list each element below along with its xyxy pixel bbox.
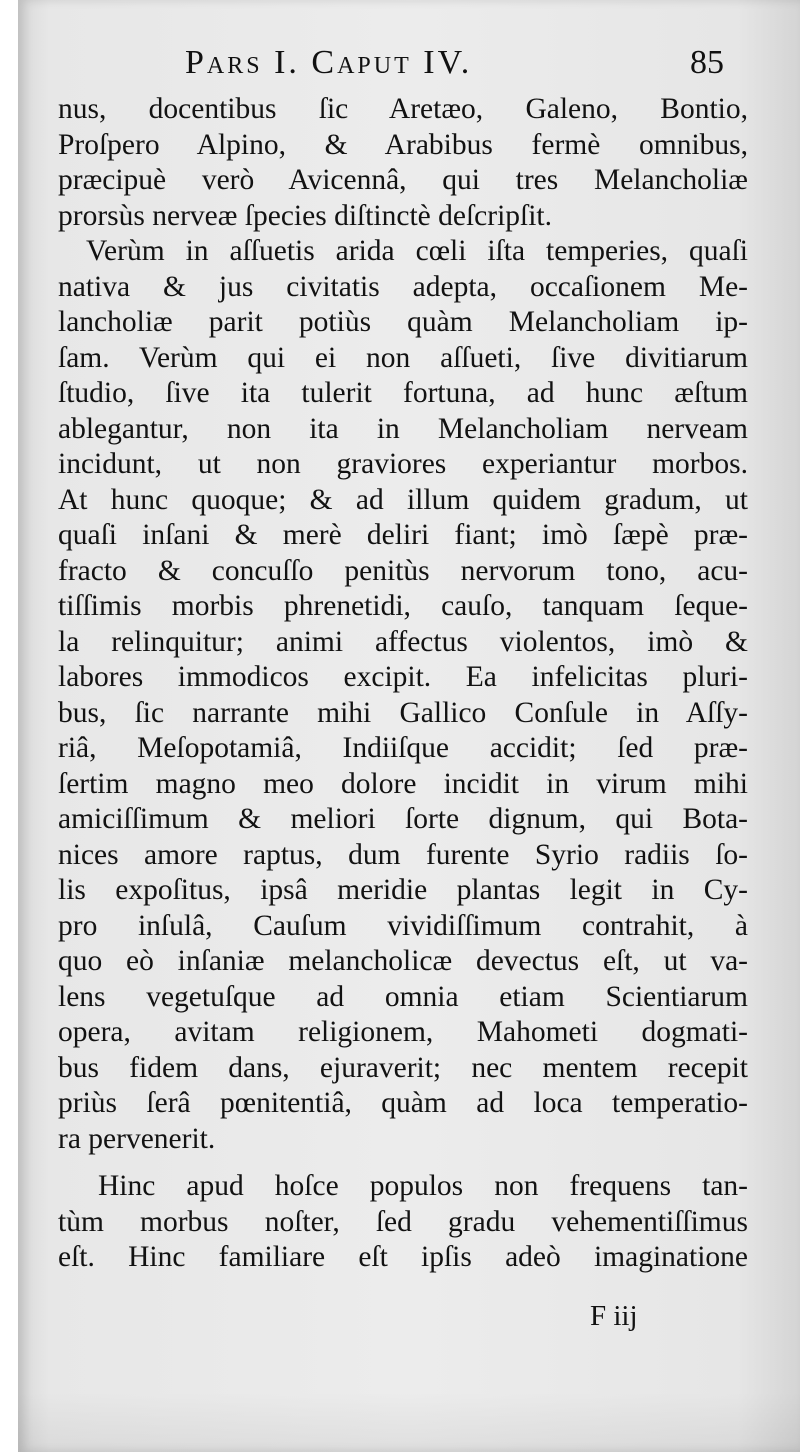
text-line: bus, ſic narrante mihi Gallico Conſule in Aſſy- <box>58 696 748 729</box>
text-line: la relinquitur; animi affectus violentos, imò & <box>58 625 748 658</box>
text-line: Hinc apud hoſce populos non frequens tan- <box>98 1170 748 1202</box>
text-line: ablegantur, non ita in Melancholiam nerveam <box>58 412 748 445</box>
paragraph-gap <box>58 1157 748 1169</box>
text-line: ſertim magno meo dolore incidit in virum mihi <box>58 767 748 800</box>
text-line: At hunc quoque; & ad illum quidem gradum, ut <box>58 483 748 516</box>
text-line: nativa & jus civitatis adepta, occaſionem Me- <box>58 270 748 303</box>
text-line: nus, docentibus ſic Aretæo, Galeno, Bontio, <box>58 93 748 125</box>
text-line: præcipuè verò Avicennâ, qui tres Melancholiæ <box>58 164 748 196</box>
text-line: tiſſimis morbis phrenetidi, cauſo, tanquam ſeque- <box>58 590 748 622</box>
text-line: priùs ſerâ pœnitentiâ, quàm ad loca temperatio- <box>58 1087 748 1119</box>
text-line: lis expoſitus, ipsâ meridie plantas legit in Cy- <box>58 874 748 906</box>
text-line: ſam. Verùm qui ei non aſſueti, ſive divitiarum <box>58 341 748 374</box>
text-line: lancholiæ parit potiùs quàm Melancholiam ip- <box>58 306 748 338</box>
signature-mark: F iij <box>590 1300 638 1332</box>
paragraph <box>58 92 748 234</box>
paragraph <box>58 1169 748 1276</box>
text-line: labores immodicos excipit. Ea infelicitas pluri- <box>58 661 748 693</box>
text-line: opera, avitam religionem, Mahometi dogmati- <box>58 1016 748 1048</box>
text-line: ſtudio, ſive ita tulerit fortuna, ad hunc æſtum <box>58 377 748 409</box>
text-line: tùm morbus noſter, ſed gradu vehementiſſimus <box>58 1205 748 1238</box>
text-line: incidunt, ut non graviores experiantur morbos. <box>58 448 748 480</box>
text-line: riâ, Meſopotamiâ, Indiiſque accidit; ſed præ- <box>58 732 748 764</box>
text-line: fracto & concuſſo penitùs nervorum tono, acu- <box>58 554 748 587</box>
text-line: nices amore raptus, dum furente Syrio radiis ſo- <box>58 838 748 871</box>
text-line: quo eò inſaniæ melancholicæ devectus eſt, ut va- <box>58 945 748 977</box>
page-number: 85 <box>690 44 724 81</box>
body-text <box>58 92 748 1276</box>
text-line: bus fidem dans, ejuraverit; nec mentem recepit <box>58 1051 748 1084</box>
text-line: amiciſſimum & meliori ſorte dignum, qui Bota- <box>58 803 748 835</box>
text-line: lens vegetuſque ad omnia etiam Scientiarum <box>58 980 748 1013</box>
text-line: Proſpero Alpino, & Arabibus fermè omnibus, <box>58 128 748 161</box>
text-line: ra pervenerit. <box>58 1122 216 1155</box>
text-line: quaſi inſani & merè deliri fiant; imò ſæpè præ- <box>58 519 748 551</box>
paragraph <box>58 234 748 1157</box>
text-line: prorsùs nerveæ ſpecies diſtinctè deſcripſit. <box>58 199 552 232</box>
text-line: eſt. Hinc familiare eſt ipſis adeò imaginatione <box>58 1241 748 1273</box>
text-line: Verùm in aſſuetis arida cœli iſta temperies, quaſi <box>86 235 748 267</box>
text-line: pro inſulâ, Cauſum vividiſſimum contrahit, à <box>58 909 748 942</box>
running-head: Pars I. Caput IV. <box>185 44 473 81</box>
